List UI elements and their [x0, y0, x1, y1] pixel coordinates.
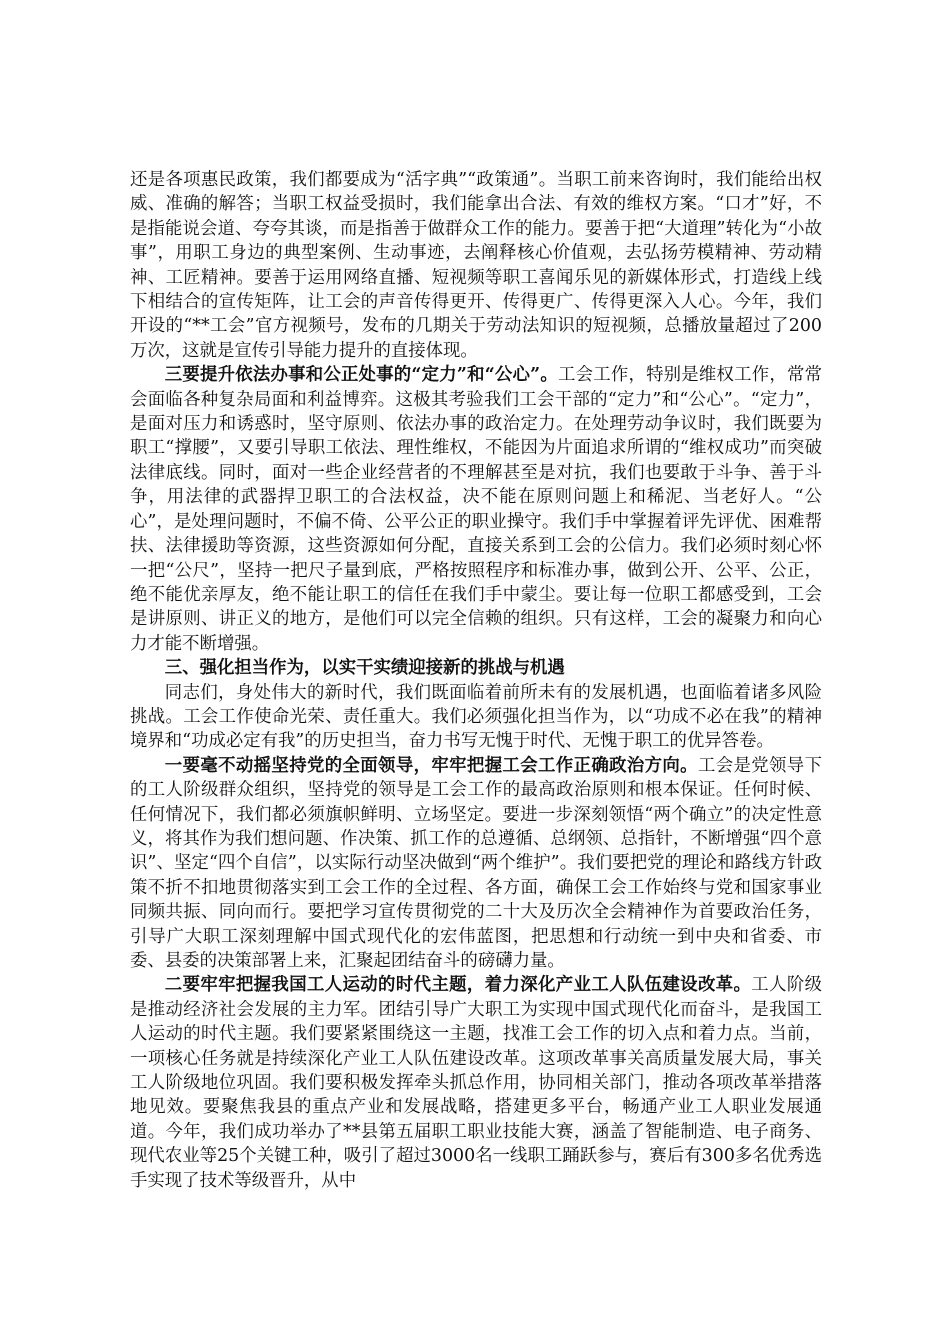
- paragraph-2: [130, 363, 822, 656]
- paragraph-5-text: 工人阶级是推动经济社会发展的主力军。团结引导广大职工为实现中国式现代化而奋斗，是我国工人运动的时代主题。我们要紧紧围绕这一主题，找准工会工作的切入点和着力点。当前，一项核心任务就是持续深化产业工人队伍建设改革。这项改革事关高质量发展大局，事关工人阶级地位巩固。我们要积极发挥牵头抓总作用，协同相关部门，推动各项改革举措落地见效。要聚焦我县的重点产业和发展战略，搭建更多平台，畅通产业工人职业发展通道。今年，我们成功举办了**县第五届职工职业技能大赛，涵盖了智能制造、电子商务、现代农业等25个关键工种，吸引了超过3000名一线职工踊跃参与，赛后有300多名优秀选手实现了技术等级晋升，从中: [130, 975, 822, 1191]
- document-page: [130, 168, 822, 1193]
- paragraph-5: [130, 973, 822, 1193]
- paragraph-3: [130, 681, 822, 754]
- paragraph-1: [130, 168, 822, 363]
- section-heading-3: 三、强化担当作为，以实干实绩迎接新的挑战与机遇: [164, 658, 565, 679]
- paragraph-5-lead: 二要牢牢把握我国工人运动的时代主题，着力深化产业工人队伍建设改革。: [164, 975, 752, 996]
- paragraph-2-text: 工会工作，特别是维权工作，常常会面临各种复杂局面和利益博弈。这极其考验我们工会干部的“定力”和“公心”。“定力”，是面对压力和诱惑时，坚守原则、依法办事的政治定力。在处理劳动争议时，我们既要为职工“撑腰”，又要引导职工依法、理性维权，不能因为片面追求所谓的“维权成功”而突破法律底线。同时，面对一些企业经营者的不理解甚至是对抗，我们也要敢于斗争、善于斗争，用法律的武器捍卫职工的合法权益，决不能在原则问题上和稀泥、当老好人。“公心”，是处理问题时，不偏不倚、公平公正的职业操守。我们手中掌握着评先评优、困难帮扶、法律援助等资源，这些资源如何分配，直接关系到工会的公信力。我们必须时刻心怀一把“公尺”，坚持一把尺子量到底，严格按照程序和标准办事，做到公开、公平、公正，绝不能优亲厚友，绝不能让职工的信任在我们手中蒙尘。要让每一位职工都感受到，工会是讲原则、讲正义的地方，是他们可以完全信赖的组织。只有这样，工会的凝聚力和向心力才能不断增强。: [130, 365, 822, 654]
- paragraph-4: [130, 754, 822, 974]
- paragraph-4-lead: 一要毫不动摇坚持党的全面领导，牢牢把握工会工作正确政治方向。: [164, 755, 698, 776]
- paragraph-3-text: 同志们，身处伟大的新时代，我们既面临着前所未有的发展机遇，也面临着诸多风险挑战。工会工作使命光荣、责任重大。我们必须强化担当作为，以“功成不必在我”的精神境界和“功成必定有我”的历史担当，奋力书写无愧于时代、无愧于职工的优异答卷。: [130, 682, 822, 752]
- paragraph-4-text: 工会是党领导下的工人阶级群众组织，坚持党的领导是工会工作的最高政治原则和根本保证。任何时候、任何情况下，我们都必须旗帜鲜明、立场坚定。要进一步深刻领悟“两个确立”的决定性意义，将其作为我们想问题、作决策、抓工作的总遵循、总纲领、总指针，不断增强“四个意识”、坚定“四个自信”，以实际行动坚决做到“两个维护”。我们要把党的理论和路线方针政策不折不扣地贯彻落实到工会工作的全过程、各方面，确保工会工作始终与党和国家事业同频共振、同向而行。要把学习宣传贯彻党的二十大及历次全会精神作为首要政治任务，引导广大职工深刻理解中国式现代化的宏伟蓝图，把思想和行动统一到中央和省委、市委、县委的决策部署上来，汇聚起团结奋斗的磅礴力量。: [130, 755, 822, 971]
- paragraph-2-lead: 三要提升依法办事和公正处事的“定力”和“公心”。: [164, 365, 558, 386]
- paragraph-1-text: 还是各项惠民政策，我们都要成为“活字典”“政策通”。当职工前来咨询时，我们能给出权威、准确的解答；当职工权益受损时，我们能拿出合法、有效的维权方案。“口才”好，不是指能说会道、夸夸其谈，而是指善于做群众工作的能力。要善于把“大道理”转化为“小故事”，用职工身边的典型案例、生动事迹，去阐释核心价值观，去弘扬劳模精神、劳动精神、工匠精神。要善于运用网络直播、短视频等职工喜闻乐见的新媒体形式，打造线上线下相结合的宣传矩阵，让工会的声音传得更开、传得更广、传得更深入人心。今年，我们开设的“**工会”官方视频号，发布的几期关于劳动法知识的短视频，总播放量超过了200万次，这就是宣传引导能力提升的直接体现。: [130, 170, 822, 361]
